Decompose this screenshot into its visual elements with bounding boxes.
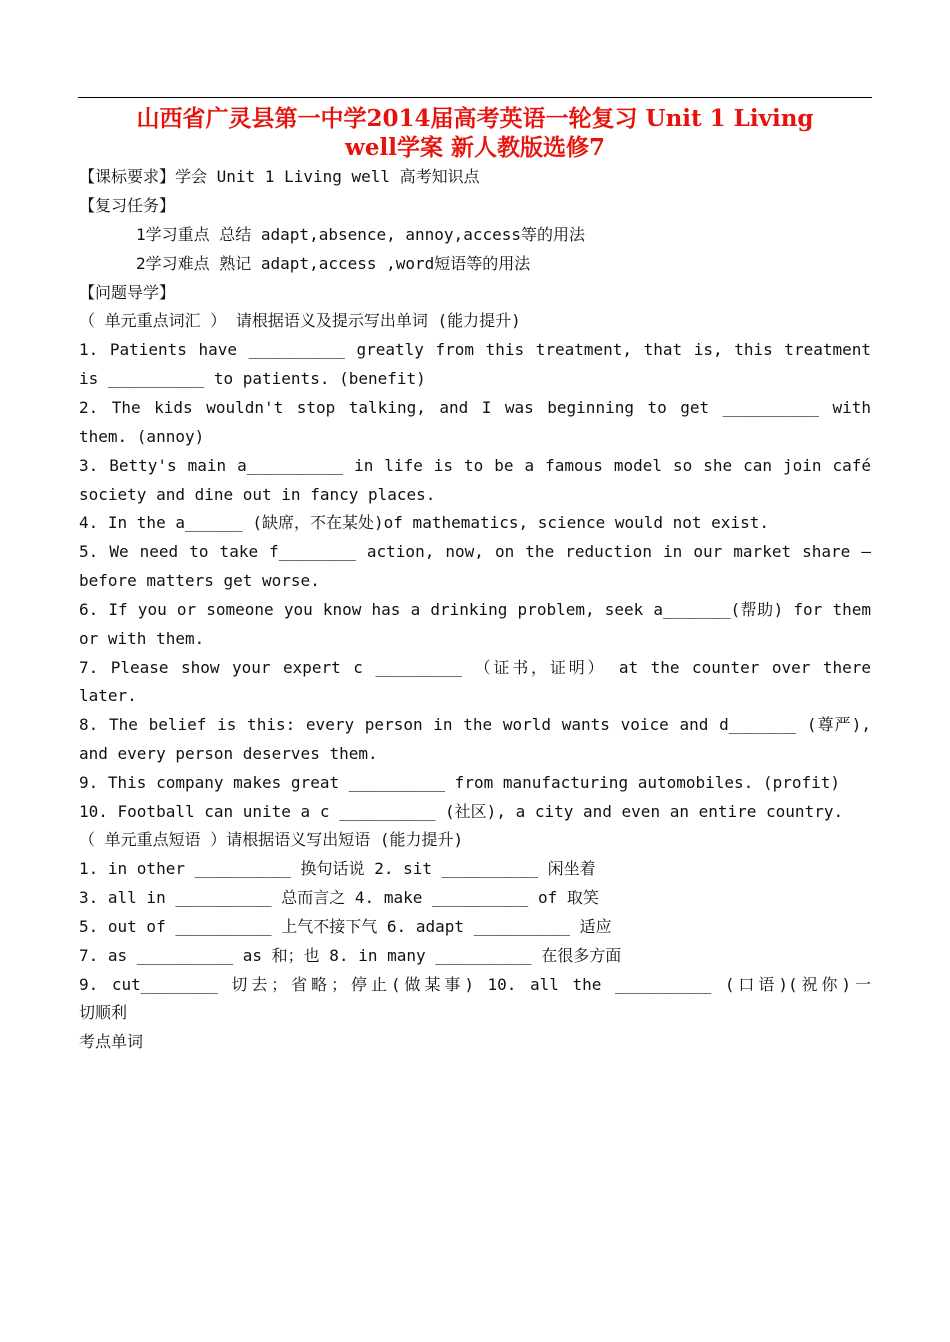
vocab-line: 2. The kids wouldn't stop talking, and I was beginning to get __________ with <box>79 398 871 417</box>
vocab-line: society and dine out in fancy places. <box>79 485 436 504</box>
phrase-line: 7. as __________ as 和；也 8. in many __________ 在很多方面 <box>79 946 622 965</box>
vocab-line: and every person deserves them. <box>79 744 378 763</box>
task-item-2: 2学习难点 熟记 adapt,access ,word短语等的用法 <box>136 254 531 273</box>
phrase-line: 切顺利 <box>79 1003 128 1022</box>
vocab-line: 8. The belief is this: every person in the world wants voice and d_______ (尊严), <box>79 715 871 734</box>
document-title-line-2: well学案 新人教版选修7 <box>345 134 605 161</box>
vocab-line: them. (annoy) <box>79 427 205 446</box>
vocab-line: 4. In the a______ (缺席，不在某处)of mathematics, science would not exist. <box>79 513 769 532</box>
vocab-line: or with them. <box>79 629 205 648</box>
task-item-1: 1学习重点 总结 adapt,absence, annoy,access等的用法 <box>136 225 585 244</box>
vocab-line: 6. If you or someone you know has a drinking problem, seek a_______(帮助) for them <box>79 600 871 619</box>
tasks-heading: 【复习任务】 <box>79 196 176 215</box>
requirements-line: 【课标要求】学会 Unit 1 Living well 高考知识点 <box>79 167 480 186</box>
vocab-line: 5. We need to take f________ action, now, on the reduction in our market share — <box>79 542 871 561</box>
vocab-line: 1. Patients have __________ greatly from this treatment, that is, this treatment <box>79 340 871 359</box>
phrase-line: 1. in other __________ 换句话说 2. sit __________ 闲坐着 <box>79 859 596 878</box>
vocab-line: is __________ to patients. (benefit) <box>79 369 426 388</box>
vocab-line: later. <box>79 686 137 705</box>
phrase-line: 5. out of __________ 上气不接下气 6. adapt __________ 适应 <box>79 917 612 936</box>
vocab-section-heading: （ 单元重点词汇 ） 请根据语义及提示写出单词 (能力提升) <box>79 311 521 330</box>
vocab-line: 7. Please show your expert c _________ （证书，证明） at the counter over there <box>79 658 871 677</box>
vocab-line: before matters get worse. <box>79 571 320 590</box>
header-rule <box>78 97 872 98</box>
phrase-line: 9. cut________ 切去；省略；停止(做某事) 10. all the __________ (口语)(祝你)一 <box>79 975 871 994</box>
vocab-line: 3. Betty's main a__________ in life is to be a famous model so she can join café <box>79 456 871 475</box>
footer-heading: 考点单词 <box>79 1032 144 1051</box>
vocab-line: 10. Football can unite a c __________ (社区), a city and even an entire country. <box>79 802 844 821</box>
phrase-line: 3. all in __________ 总而言之 4. make __________ of 取笑 <box>79 888 599 907</box>
document-title-line-1: 山西省广灵县第一中学2014届高考英语一轮复习 Unit 1 Living <box>136 105 814 132</box>
guide-heading: 【问题导学】 <box>79 283 176 302</box>
phrase-section-heading: （ 单元重点短语 ）请根据语义写出短语 (能力提升) <box>79 830 464 849</box>
vocab-line: 9. This company makes great __________ from manufacturing automobiles. (profit) <box>79 773 840 792</box>
